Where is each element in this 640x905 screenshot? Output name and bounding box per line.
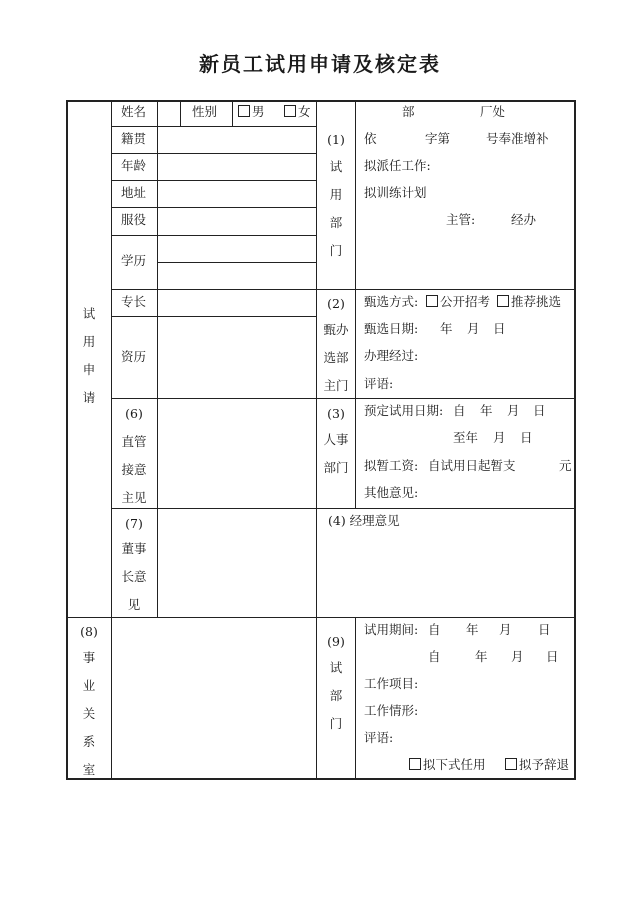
s1-number: (1) [327, 132, 345, 147]
s9-comment: 评语: [364, 730, 394, 745]
s1-dept: 部 [402, 104, 415, 119]
s9-day-2: 日 [546, 649, 559, 664]
row-line-edu [157, 262, 316, 263]
s1-supervisor: 主管: [446, 212, 476, 227]
checkbox-dismiss[interactable] [505, 758, 517, 770]
s2-open-label: 公开招考 [440, 294, 491, 309]
s3-from: 自 [453, 403, 466, 418]
divider-left-col [111, 100, 112, 778]
s3-to: 至年 [453, 430, 479, 445]
gender-label: 性别 [192, 104, 218, 119]
s2-recommend-option[interactable] [497, 294, 561, 310]
checkbox-open-exam[interactable] [426, 295, 438, 307]
female-label: 女 [298, 104, 311, 119]
row-line-5 [111, 235, 316, 236]
s9-month-2: 月 [511, 649, 524, 664]
s9-from: 自 [428, 622, 441, 637]
divider-gender [232, 100, 233, 126]
s1-training: 拟训练计划 [364, 185, 427, 200]
s9-formal-option[interactable] [409, 757, 486, 773]
education-label: 学历 [121, 253, 147, 268]
specialty-label: 专长 [121, 294, 147, 309]
s1-line2-b: 字第 [425, 131, 451, 146]
divider-label-col [157, 100, 158, 617]
row-line-2 [111, 153, 316, 154]
form-title: 新员工试用申请及核定表 [199, 52, 441, 76]
s9-month: 月 [499, 622, 512, 637]
s1-label: 试 用 部 门 [329, 159, 343, 258]
divider-name-value [180, 100, 181, 126]
s9-project: 工作项目: [364, 676, 419, 691]
s9-label: 试 部 门 [329, 660, 343, 731]
s3-yuan: 元 [559, 458, 572, 473]
s9-dismiss-label: 拟予辞退 [519, 757, 570, 772]
s2-method: 甄选方式: [364, 294, 419, 309]
row-line-4 [111, 207, 316, 208]
service-label: 服役 [121, 212, 147, 227]
s1-handler: 经办 [511, 212, 537, 227]
s9-status: 工作情形: [364, 703, 419, 718]
s2-process: 办理经过: [364, 348, 419, 363]
age-label: 年龄 [121, 158, 147, 173]
section-trial-application: 试 用 申 请 [82, 306, 96, 405]
row-line-1 [111, 126, 316, 127]
s1-job: 拟派任工作: [364, 158, 431, 173]
s9-dismiss-option[interactable] [505, 757, 569, 773]
s8-label: 事 业 关 系 室 [82, 650, 96, 777]
s6-number: (6) [125, 406, 143, 421]
checkbox-formal-hire[interactable] [409, 758, 421, 770]
s1-line2-a: 依 [364, 131, 377, 146]
s9-period: 试用期间: [364, 622, 419, 637]
s3-number: (3) [327, 406, 345, 421]
s3-label: 人事 部门 [323, 432, 349, 475]
s6-label: 直管 接意 主见 [121, 434, 147, 505]
s3-from-year: 年 [480, 403, 493, 418]
frame-top [66, 100, 576, 102]
s3-from-day: 日 [533, 403, 546, 418]
frame-right [574, 100, 576, 780]
frame-bottom [66, 778, 576, 780]
s1-line2-c: 号奉准增补 [486, 131, 549, 146]
name-label: 姓名 [121, 104, 147, 119]
s9-formal-label: 拟下式任用 [423, 757, 486, 772]
row-line-9 [111, 508, 574, 509]
native-label: 籍贯 [121, 131, 147, 146]
female-option[interactable] [284, 104, 311, 120]
row-line-7 [111, 316, 316, 317]
checkbox-female[interactable] [284, 105, 296, 117]
s3-to-month: 月 [493, 430, 506, 445]
address-label: 地址 [121, 185, 147, 200]
checkbox-recommend[interactable] [497, 295, 509, 307]
experience-label: 资历 [121, 349, 147, 364]
s2-open-option[interactable] [426, 294, 490, 310]
s9-from-2: 自 [428, 649, 441, 664]
s2-number: (2) [327, 296, 345, 311]
s3-salary: 拟暂工资: [364, 458, 419, 473]
row-line-3 [111, 180, 316, 181]
s3-other: 其他意见: [364, 485, 419, 500]
s2-comment: 评语: [364, 376, 394, 391]
s8-number: (8) [80, 624, 98, 639]
s1-factory: 厂处 [480, 104, 506, 119]
checkbox-male[interactable] [238, 105, 250, 117]
s2-label: 甄办 选部 主门 [323, 322, 349, 393]
s9-number: (9) [327, 634, 345, 649]
s4-manager-opinion: (4) 经理意见 [328, 513, 400, 528]
male-label: 男 [252, 104, 265, 119]
s2-date-label: 甄选日期: [364, 321, 419, 336]
s9-year: 年 [466, 622, 479, 637]
s2-day: 日 [493, 321, 506, 336]
s2-recommend-label: 推荐挑选 [511, 294, 562, 309]
s3-to-day: 日 [520, 430, 533, 445]
s9-day: 日 [538, 622, 551, 637]
s7-label: 董事 长意 见 [121, 541, 147, 612]
frame-left [66, 100, 68, 780]
s7-number: (7) [125, 516, 143, 531]
s2-year: 年 [440, 321, 453, 336]
s3-salary-text: 自试用日起暂支 [428, 458, 516, 473]
s3-from-month: 月 [507, 403, 520, 418]
s9-year-2: 年 [475, 649, 488, 664]
s2-month: 月 [467, 321, 480, 336]
s3-trial-label: 预定试用日期: [364, 403, 444, 418]
male-option[interactable] [238, 104, 265, 120]
